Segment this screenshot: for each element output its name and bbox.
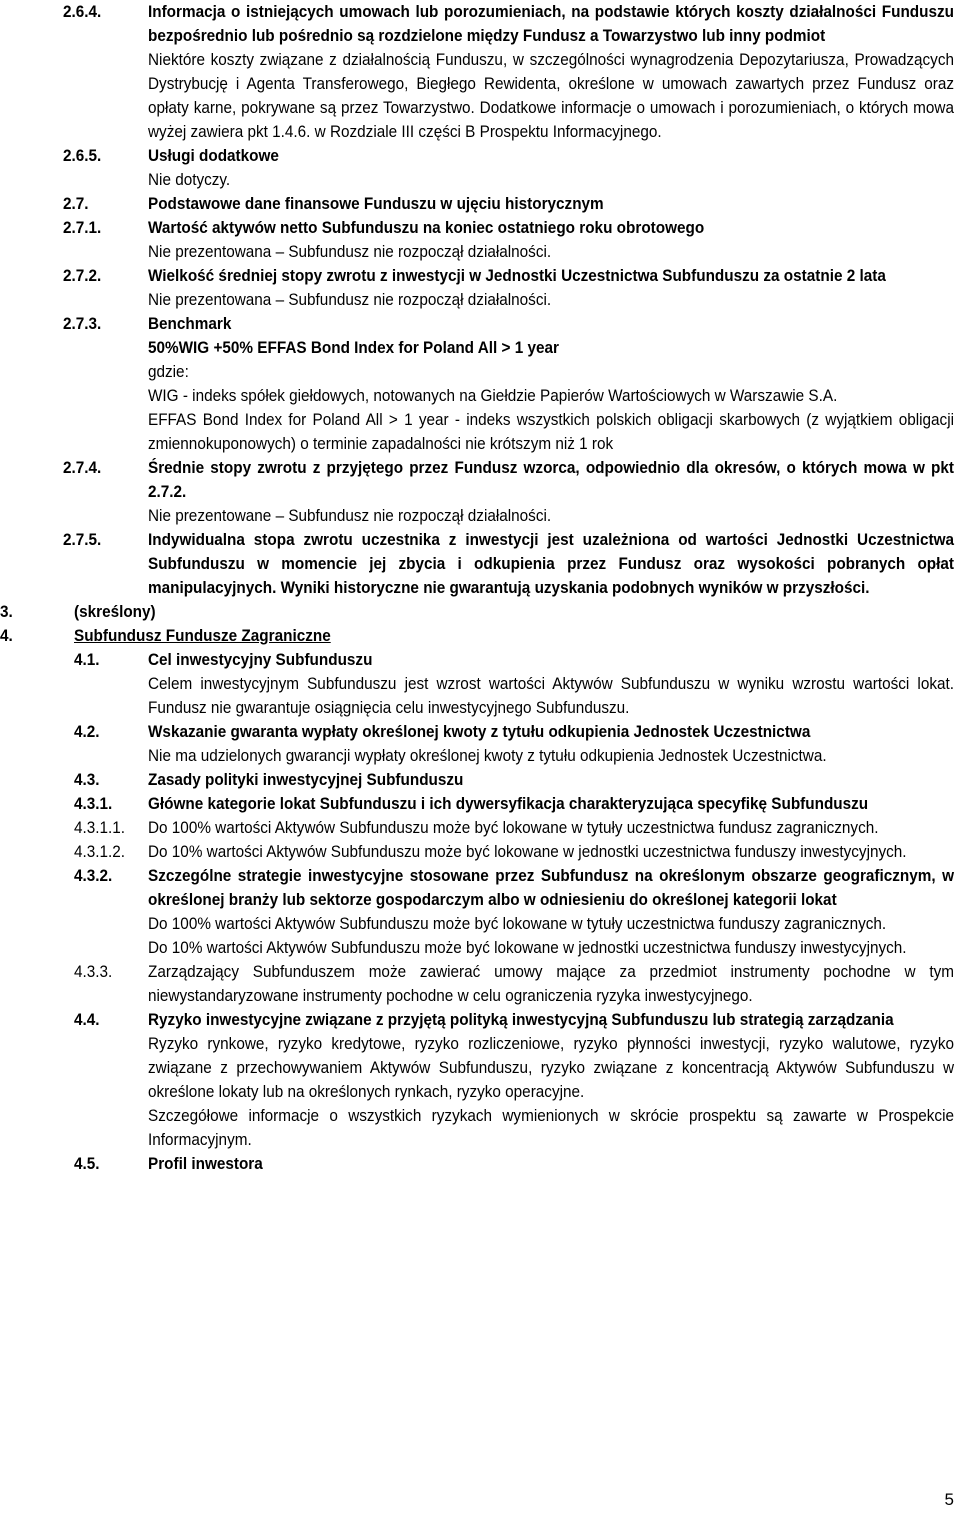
section-heading: Usługi dodatkowe — [147, 146, 279, 165]
paragraph-text: EFFAS Bond Index for Poland All > 1 year - indeks wszystkich polskich obligacji skarbowych (z wyjątkiem obligacji zmiennokuponowych) o terminie zapadalności nie krótszym niż 1 rok — [147, 410, 954, 453]
section-heading: Wskazanie gwaranta wypłaty określonej kwoty z tytułu odkupienia Jednostek Uczestnictwa — [147, 722, 811, 741]
paragraph — [0, 288, 954, 312]
section-number: 4.3.2. — [73, 866, 113, 885]
section-4-3-2 — [0, 864, 954, 912]
paragraph-text: Celem inwestycyjnym Subfunduszu jest wzrost wartości Aktywów Subfunduszu w wyniku wzrostu wartości lokat. Fundusz nie gwarantuje osiągnięcia celu inwestycyjnego Subfunduszu. — [147, 674, 954, 717]
section-number: 4.5. — [73, 1154, 100, 1173]
paragraph-text: Ryzyko rynkowe, ryzyko kredytowe, ryzyko rozliczeniowe, ryzyko płynności inwestycji, ryzyko walutowe, ryzyko związane z przechowywaniem Aktywów Subfunduszu, ryzyko związane z koncentracją Aktywów Subfunduszu w określone lokaty lub na określonych rynkach, ryzyko operacyjne. — [147, 1034, 954, 1101]
section-heading: Indywidualna stopa zwrotu uczestnika z inwestycji jest uzależniona od wartości Jednostki Uczestnictwa Subfunduszu w momencie jej zbycia i odkupienia przez Fundusz oraz wysokości pobranych opłat manipulacyjnych. Wyniki historyczne nie gwarantują uzyskania podobnych wyników w przyszłości. — [147, 530, 954, 597]
paragraph — [0, 744, 954, 768]
paragraph-text: Nie dotyczy. — [147, 170, 231, 189]
section-number: 4.3.1.2. — [73, 842, 126, 861]
paragraph — [0, 936, 954, 960]
paragraph — [0, 240, 954, 264]
section-number: 4.3.1. — [73, 794, 113, 813]
section-2-7 — [0, 192, 954, 216]
paragraph — [0, 336, 954, 360]
paragraph-text: Nie ma udzielonych gwarancji wypłaty określonej kwoty z tytułu odkupienia Jednostek Uczestnictwa. — [147, 746, 827, 765]
paragraph-text: Nie prezentowana – Subfundusz nie rozpoczął działalności. — [147, 242, 552, 261]
section-number: 4.3.3. — [73, 962, 113, 981]
section-4-1 — [0, 648, 954, 672]
section-4-3 — [0, 768, 954, 792]
section-heading: Cel inwestycyjny Subfunduszu — [147, 650, 373, 669]
section-4-4 — [0, 1008, 954, 1032]
section-4-5 — [0, 1152, 954, 1176]
section-4 — [0, 624, 954, 648]
paragraph — [0, 672, 954, 720]
section-2-7-1 — [0, 216, 954, 240]
section-2-7-3 — [0, 312, 954, 336]
section-number: 2.6.5. — [63, 146, 102, 165]
section-4-3-3 — [0, 960, 954, 1008]
paragraph-text: Do 10% wartości Aktywów Subfunduszu może być lokowane w jednostki uczestnictwa funduszy inwestycyjnych. — [147, 938, 907, 957]
section-number: 4.4. — [73, 1010, 100, 1029]
section-number: 4.2. — [73, 722, 100, 741]
page-number: 5 — [944, 1490, 954, 1509]
section-4-3-1-2 — [0, 840, 954, 864]
paragraph-text: Szczegółowe informacje o wszystkich ryzykach wymienionych w skrócie prospektu są zawarte w Prospekcie Informacyjnym. — [147, 1106, 954, 1149]
paragraph-text: 50%WIG +50% EFFAS Bond Index for Poland All > 1 year — [147, 338, 559, 357]
section-number: 4.3. — [73, 770, 100, 789]
section-2-7-2 — [0, 264, 954, 288]
paragraph-text: gdzie: — [147, 362, 189, 381]
paragraph — [0, 912, 954, 936]
section-number: 2.7.1. — [63, 218, 102, 237]
paragraph-text: WIG - indeks spółek giełdowych, notowanych na Giełdzie Papierów Wartościowych w Warszawie S.A. — [147, 386, 838, 405]
section-heading: Szczególne strategie inwestycyjne stosowane przez Subfundusz na określonym obszarze geograficznym, w określonej branży lub sektorze gospodarczym albo w odniesieniu do określonej kategorii lokat — [147, 866, 954, 909]
section-number: 2.6.4. — [63, 2, 102, 21]
section-2-7-5 — [0, 528, 954, 600]
section-number: 4. — [0, 626, 13, 645]
section-heading: Do 10% wartości Aktywów Subfunduszu może być lokowane w jednostki uczestnictwa funduszy inwestycyjnych. — [147, 842, 907, 861]
section-number: 2.7.4. — [63, 458, 102, 477]
section-2-6-4 — [0, 0, 954, 48]
section-heading: Zarządzający Subfunduszem może zawierać umowy mające za przedmiot instrumenty pochodne w tym niewystandaryzowane instrumenty pochodne w celu ograniczenia ryzyka inwestycyjnego. — [147, 962, 954, 1005]
paragraph — [0, 408, 954, 456]
paragraph — [0, 504, 954, 528]
paragraph-text: Nie prezentowane – Subfundusz nie rozpoczął działalności. — [147, 506, 552, 525]
section-heading: Podstawowe dane finansowe Funduszu w ujęciu historycznym — [147, 194, 604, 213]
section-number: 2.7.5. — [63, 530, 102, 549]
section-heading: Średnie stopy zwrotu z przyjętego przez Fundusz wzorca, odpowiednio dla okresów, o których mowa w pkt 2.7.2. — [147, 458, 954, 501]
paragraph-text: Niektóre koszty związane z działalnością Funduszu, w szczególności wynagrodzenia Depozytariusza, Prowadzących Dystrybucję i Agenta Transferowego, Biegłego Rewidenta, określone w umowach zawartych przez Fundusz oraz opłaty karne, pokrywane są przez Towarzystwo. Dodatkowe informacje o umowach i porozumieniach, o których mowa wyżej zawiera pkt 1.4.6. w Rozdziale III części B Prospektu Informacyjnego. — [147, 50, 954, 141]
section-4-3-1 — [0, 792, 954, 816]
section-number: 4.1. — [73, 650, 100, 669]
section-heading: (skreślony) — [73, 602, 156, 621]
section-heading: Wartość aktywów netto Subfunduszu na koniec ostatniego roku obrotowego — [147, 218, 705, 237]
section-heading: Ryzyko inwestycyjne związane z przyjętą polityką inwestycyjną Subfunduszu lub strategią zarządzania — [147, 1010, 894, 1029]
paragraph — [0, 360, 954, 384]
section-heading: Do 100% wartości Aktywów Subfunduszu może być lokowane w tytuły uczestnictwa fundusz zagranicznych. — [147, 818, 879, 837]
section-number: 2.7.3. — [63, 314, 102, 333]
section-heading: Wielkość średniej stopy zwrotu z inwestycji w Jednostki Uczestnictwa Subfunduszu za ostatnie 2 lata — [147, 266, 886, 285]
paragraph — [0, 384, 954, 408]
section-2-7-4 — [0, 456, 954, 504]
section-heading: Profil inwestora — [147, 1154, 263, 1173]
paragraph — [0, 168, 954, 192]
section-number: 4.3.1.1. — [73, 818, 126, 837]
section-2-6-5 — [0, 144, 954, 168]
section-number: 2.7.2. — [63, 266, 102, 285]
section-number: 2.7. — [63, 194, 89, 213]
section-heading: Informacja o istniejących umowach lub porozumieniach, na podstawie których koszty działalności Funduszu bezpośrednio lub pośrednio są rozdzielone między Fundusz a Towarzystwo lub inny podmiot — [147, 2, 954, 45]
section-heading: Główne kategorie lokat Subfunduszu i ich dywersyfikacja charakteryzująca specyfikę Subfunduszu — [147, 794, 869, 813]
section-3 — [0, 600, 954, 624]
section-heading: Subfundusz Fundusze Zagraniczne — [73, 626, 331, 645]
paragraph — [0, 1032, 954, 1104]
paragraph-text: Nie prezentowana – Subfundusz nie rozpoczął działalności. — [147, 290, 552, 309]
paragraph-text: Do 100% wartości Aktywów Subfunduszu może być lokowane w tytuły uczestnictwa funduszy zagranicznych. — [147, 914, 887, 933]
section-heading: Benchmark — [147, 314, 232, 333]
section-heading: Zasady polityki inwestycyjnej Subfunduszu — [147, 770, 464, 789]
section-number: 3. — [0, 602, 13, 621]
section-4-2 — [0, 720, 954, 744]
section-4-3-1-1 — [0, 816, 954, 840]
paragraph — [0, 48, 954, 144]
paragraph — [0, 1104, 954, 1152]
